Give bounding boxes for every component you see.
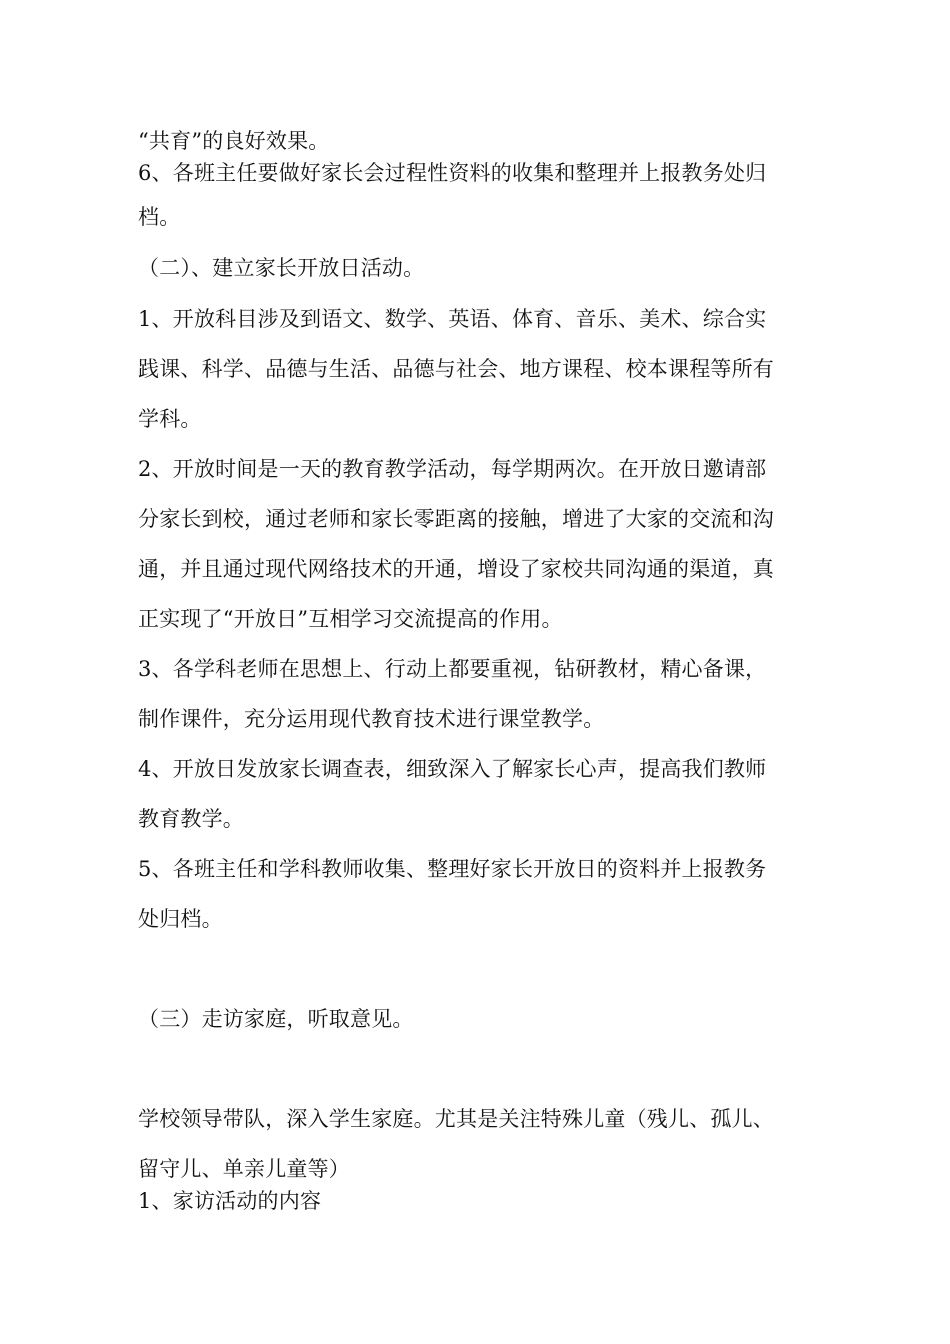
text-line: 制作课件，充分运用现代教育技术进行课堂教学。 (138, 707, 605, 731)
text-line: 留守儿、单亲儿童等） (138, 1157, 350, 1181)
text-line: 处归档。 (138, 907, 223, 931)
text-line: 教育教学。 (138, 807, 244, 831)
text-line: 2、开放时间是一天的教育教学活动，每学期两次。在开放日邀请部 (138, 457, 767, 481)
text-line: 1、开放科目涉及到语文、数学、英语、体育、音乐、美术、综合实 (138, 307, 767, 331)
text-line: “共育”的良好效果。 (138, 129, 330, 153)
section-heading: （三）走访家庭，听取意见。 (138, 1007, 414, 1031)
text-line: 3、各学科老师在思想上、行动上都要重视，钻研教材，精心备课， (138, 657, 767, 681)
text-line: 档。 (138, 205, 181, 229)
text-line: 4、开放日发放家长调查表，细致深入了解家长心声，提高我们教师 (138, 757, 767, 781)
text-line: 6、各班主任要做好家长会过程性资料的收集和整理并上报教务处归 (138, 161, 767, 185)
text-line: 学科。 (138, 407, 202, 431)
text-line: 5、各班主任和学科教师收集、整理好家长开放日的资料并上报教务 (138, 857, 767, 881)
text-line: 践课、科学、品德与生活、品德与社会、地方课程、校本课程等所有 (138, 357, 774, 381)
text-line: 通，并且通过现代网络技术的开通，增设了家校共同沟通的渠道，真 (138, 557, 774, 581)
text-line: 1、家访活动的内容 (138, 1189, 322, 1213)
section-heading: （二）、建立家长开放日活动。 (138, 256, 425, 280)
text-line: 学校领导带队，深入学生家庭。尤其是关注特殊儿童（残儿、孤儿、 (138, 1107, 774, 1131)
text-line: 分家长到校，通过老师和家长零距离的接触，增进了大家的交流和沟 (138, 507, 774, 531)
text-line: 正实现了“开放日”互相学习交流提高的作用。 (138, 607, 563, 631)
